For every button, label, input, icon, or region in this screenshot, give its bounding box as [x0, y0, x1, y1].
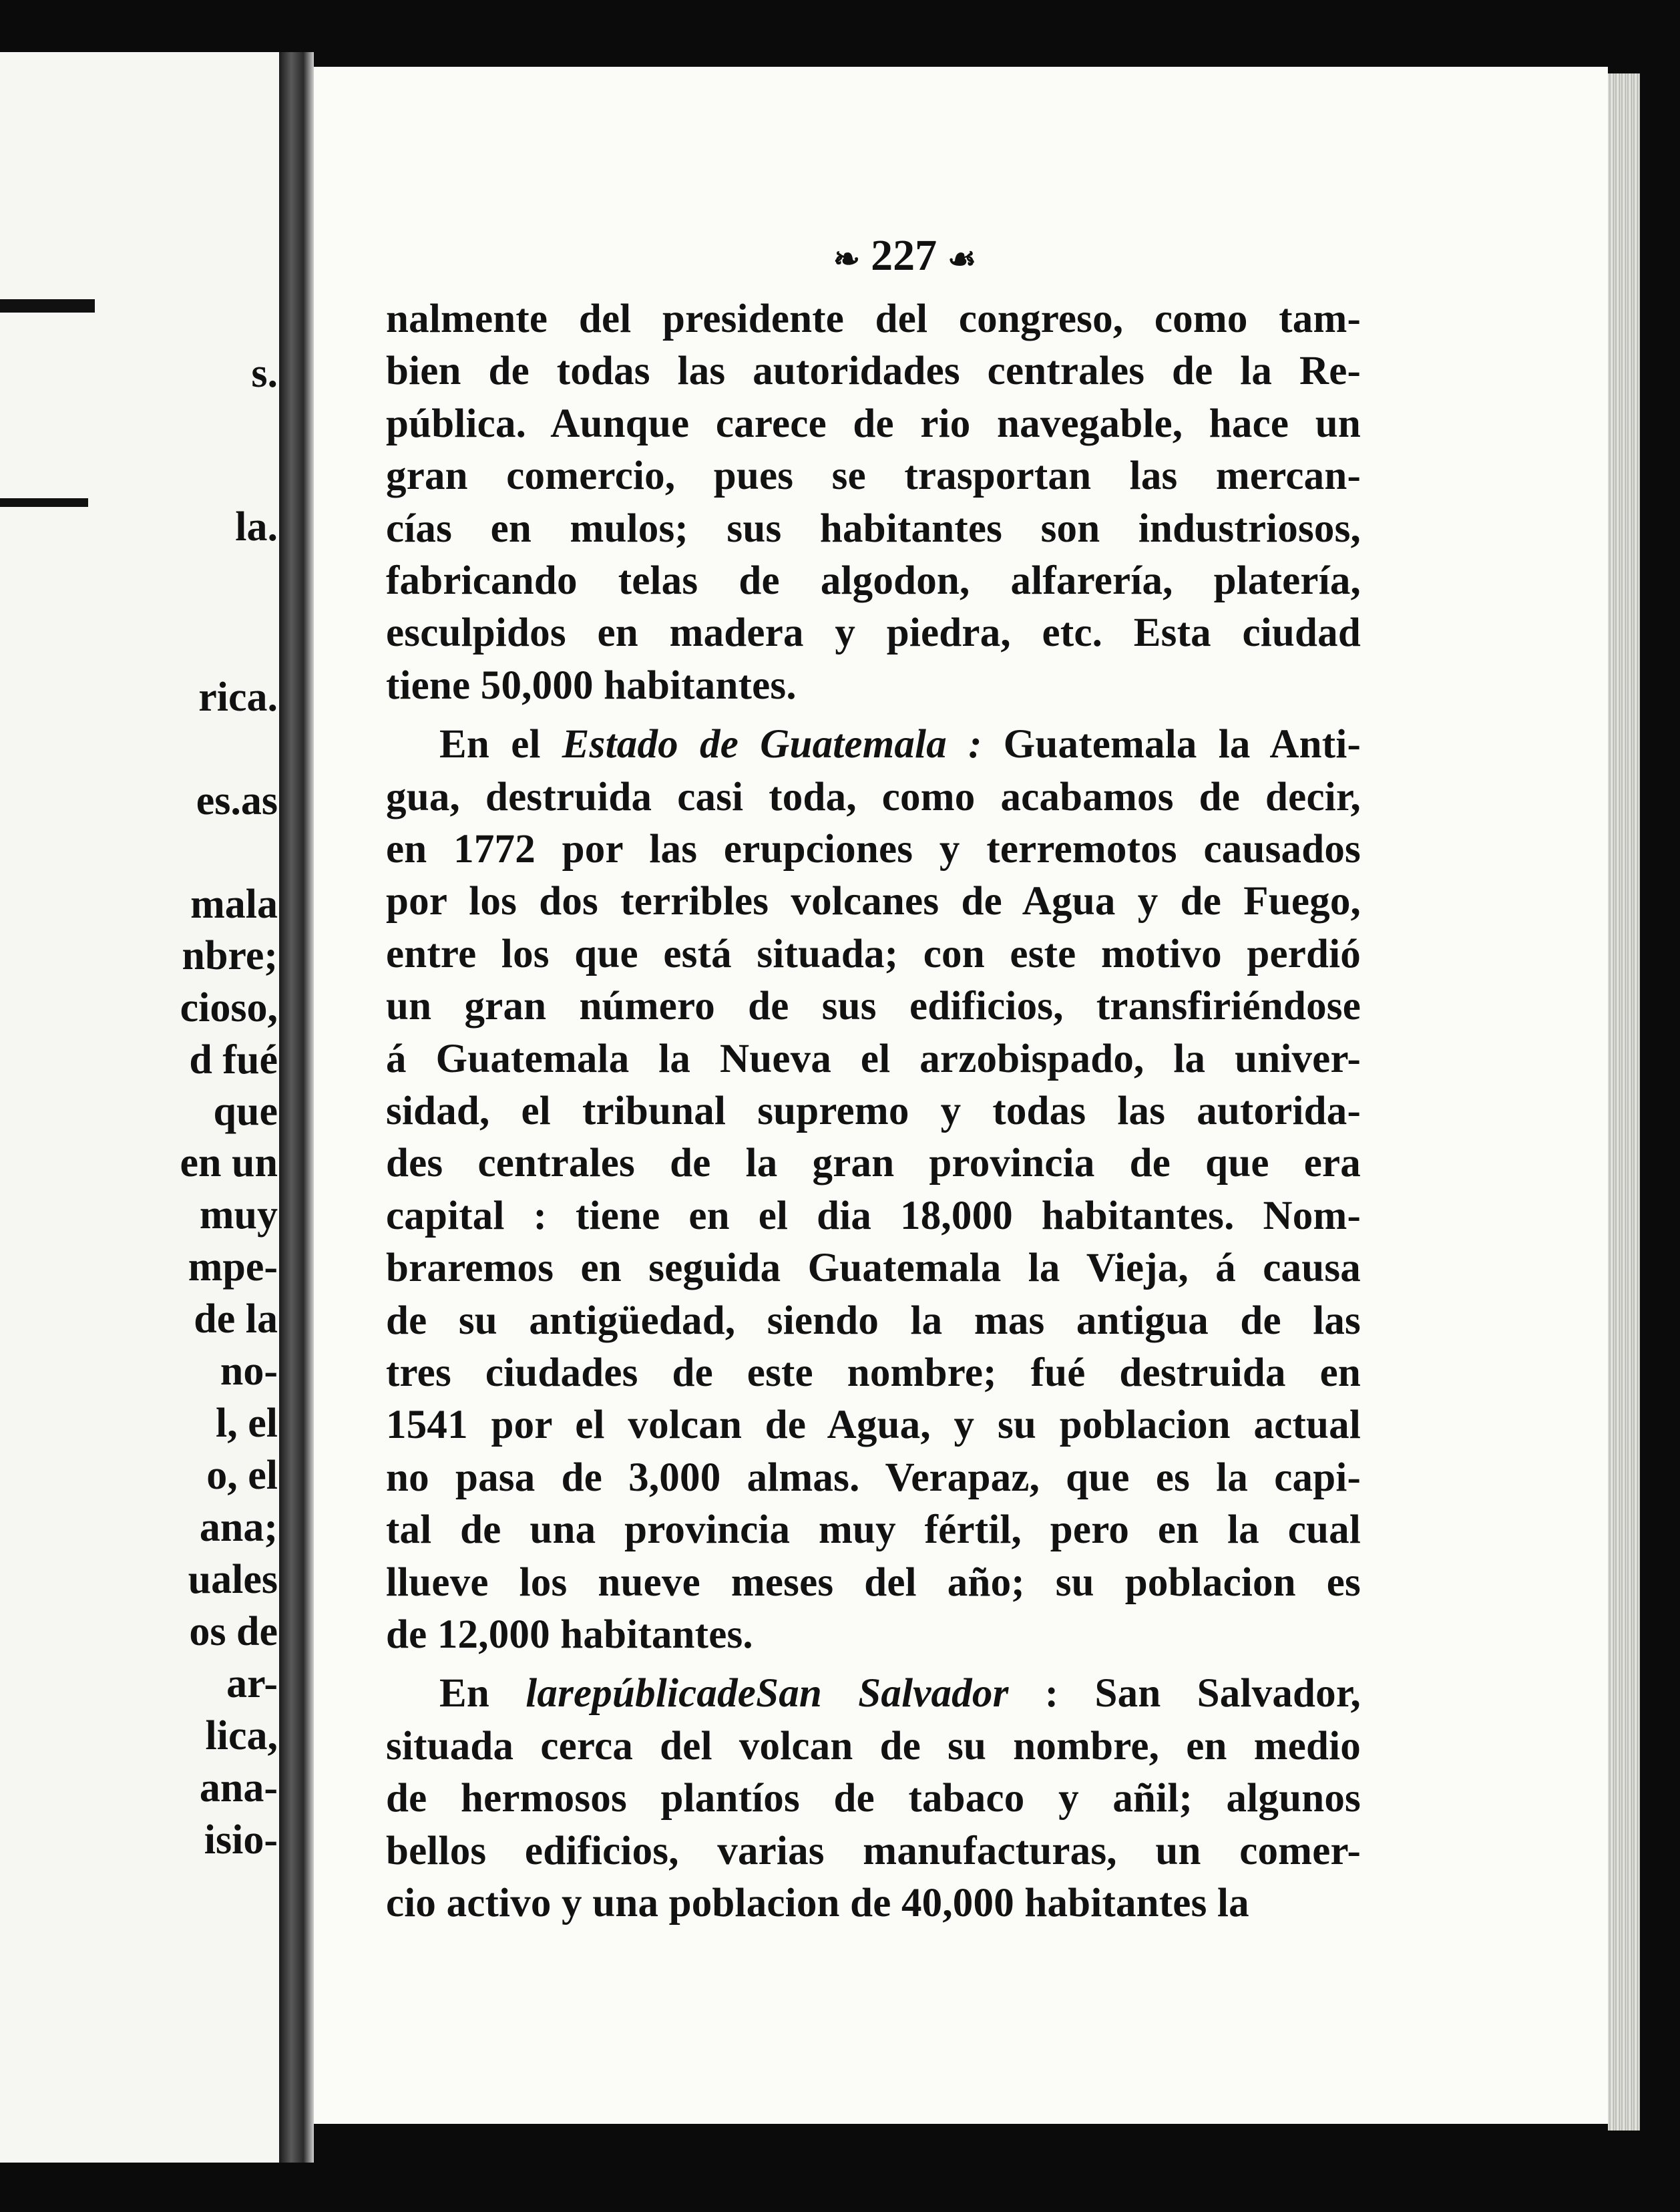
text-line: en 1772 por las erupciones y terremotos causados — [386, 827, 1361, 872]
text-line: de hermosos plantíos de tabaco y añil; algunos — [386, 1776, 1361, 1821]
text-line: bien de todas las autoridades centrales de la Re- — [386, 349, 1361, 393]
page-number: 227 — [871, 231, 937, 280]
left-page-fragment: ar- — [226, 1661, 278, 1706]
page-header — [775, 229, 1035, 283]
left-page-fragment: la. — [235, 504, 278, 550]
left-page-fragment: muy — [199, 1192, 278, 1238]
book-gutter — [279, 52, 314, 2163]
text-line: cio activo y una poblacion de 40,000 habitantes la — [386, 1881, 1249, 1925]
text-line: por los dos terribles volcanes de Agua y de Fuego, — [386, 879, 1361, 924]
text-line — [386, 1670, 1361, 1718]
text-line: llueve los nueve meses del año; su poblacion es — [386, 1560, 1361, 1605]
ornament-left-icon: ❧ — [833, 241, 861, 277]
text-line: entre los que está situada; con este motivo perdió — [386, 932, 1361, 976]
text-line: capital : tiene en el dia 18,000 habitantes. Nom- — [386, 1193, 1361, 1238]
text-line — [386, 721, 1361, 769]
left-page-fragment: mala — [190, 882, 278, 927]
text-line: tres ciudades de este nombre; fué destruida en — [386, 1350, 1361, 1395]
text-line: no pasa de 3,000 almas. Verapaz, que es la capi- — [386, 1455, 1361, 1500]
left-page-fragment: o, el — [206, 1453, 278, 1498]
text-line: situada cerca del volcan de su nombre, en medio — [386, 1724, 1361, 1769]
left-page-fragment: de la — [194, 1296, 278, 1342]
text-line: esculpidos en madera y piedra, etc. Esta ciudad — [386, 610, 1361, 655]
italic-run: larepúblicadeSan Salvador — [526, 1671, 1009, 1716]
italic-run: Estado de Guatemala : — [562, 722, 982, 767]
text-line: fabricando telas de algodon, alfarería, platería, — [386, 558, 1361, 603]
ornament-right-icon: ☙ — [948, 241, 977, 277]
left-page — [0, 52, 279, 2163]
text-line: gran comercio, pues se trasportan las mercan- — [386, 453, 1361, 498]
text-line: nalmente del presidente del congreso, como tam- — [386, 297, 1361, 341]
text-run: En el — [439, 722, 562, 767]
left-page-fragment: mpe- — [188, 1244, 278, 1290]
text-line: de 12,000 habitantes. — [386, 1612, 753, 1657]
page-edge — [1608, 73, 1640, 2131]
left-page-fragment: no- — [220, 1348, 278, 1394]
text-line: tal de una provincia muy fértil, pero en la cual — [386, 1507, 1361, 1552]
left-page-rule — [0, 299, 95, 313]
text-line: un gran número de sus edificios, transfiriéndose — [386, 984, 1361, 1029]
left-page-fragment: uales — [188, 1557, 278, 1602]
text-run: Guatemala la Anti- — [982, 722, 1361, 767]
text-line: tiene 50,000 habitantes. — [386, 663, 797, 708]
left-page-fragment: l, el — [216, 1401, 278, 1446]
left-page-fragment: ana- — [199, 1765, 278, 1811]
left-page-fragment: es.as — [196, 778, 278, 823]
left-page-fragment: cioso, — [180, 985, 278, 1031]
left-page-fragment: lica, — [205, 1713, 278, 1759]
text-line: des centrales de la gran provincia de que era — [386, 1141, 1361, 1185]
left-page-fragment: s. — [251, 351, 278, 396]
left-page-fragment: d fué — [189, 1037, 278, 1083]
text-line: sidad, el tribunal supremo y todas las autorida- — [386, 1089, 1361, 1133]
left-page-fragment: nbre; — [182, 933, 278, 978]
text-line: cías en mulos; sus habitantes son industriosos, — [386, 506, 1361, 551]
text-run: En — [439, 1671, 526, 1716]
left-page-rule — [0, 498, 88, 507]
left-page-fragment: os de — [189, 1609, 278, 1654]
text-line: de su antigüedad, siendo la mas antigua de las — [386, 1298, 1361, 1343]
left-page-fragment: en un — [180, 1140, 278, 1185]
left-page-fragment: que — [213, 1089, 278, 1134]
text-line: á Guatemala la Nueva el arzobispado, la univer- — [386, 1037, 1361, 1081]
text-line: gua, destruida casi toda, como acabamos de decir, — [386, 775, 1361, 819]
left-page-fragment: ana; — [199, 1505, 278, 1550]
text-line: bellos edificios, varias manufacturas, un comer- — [386, 1829, 1361, 1873]
left-page-fragment: rica. — [198, 675, 278, 720]
text-line: pública. Aunque carece de rio navegable, hace un — [386, 401, 1361, 446]
text-line: 1541 por el volcan de Agua, y su poblacion actual — [386, 1403, 1361, 1447]
text-run: : San Salvador, — [1008, 1671, 1361, 1716]
left-page-fragment: isio- — [204, 1817, 278, 1863]
text-line: braremos en seguida Guatemala la Vieja, á causa — [386, 1246, 1361, 1290]
